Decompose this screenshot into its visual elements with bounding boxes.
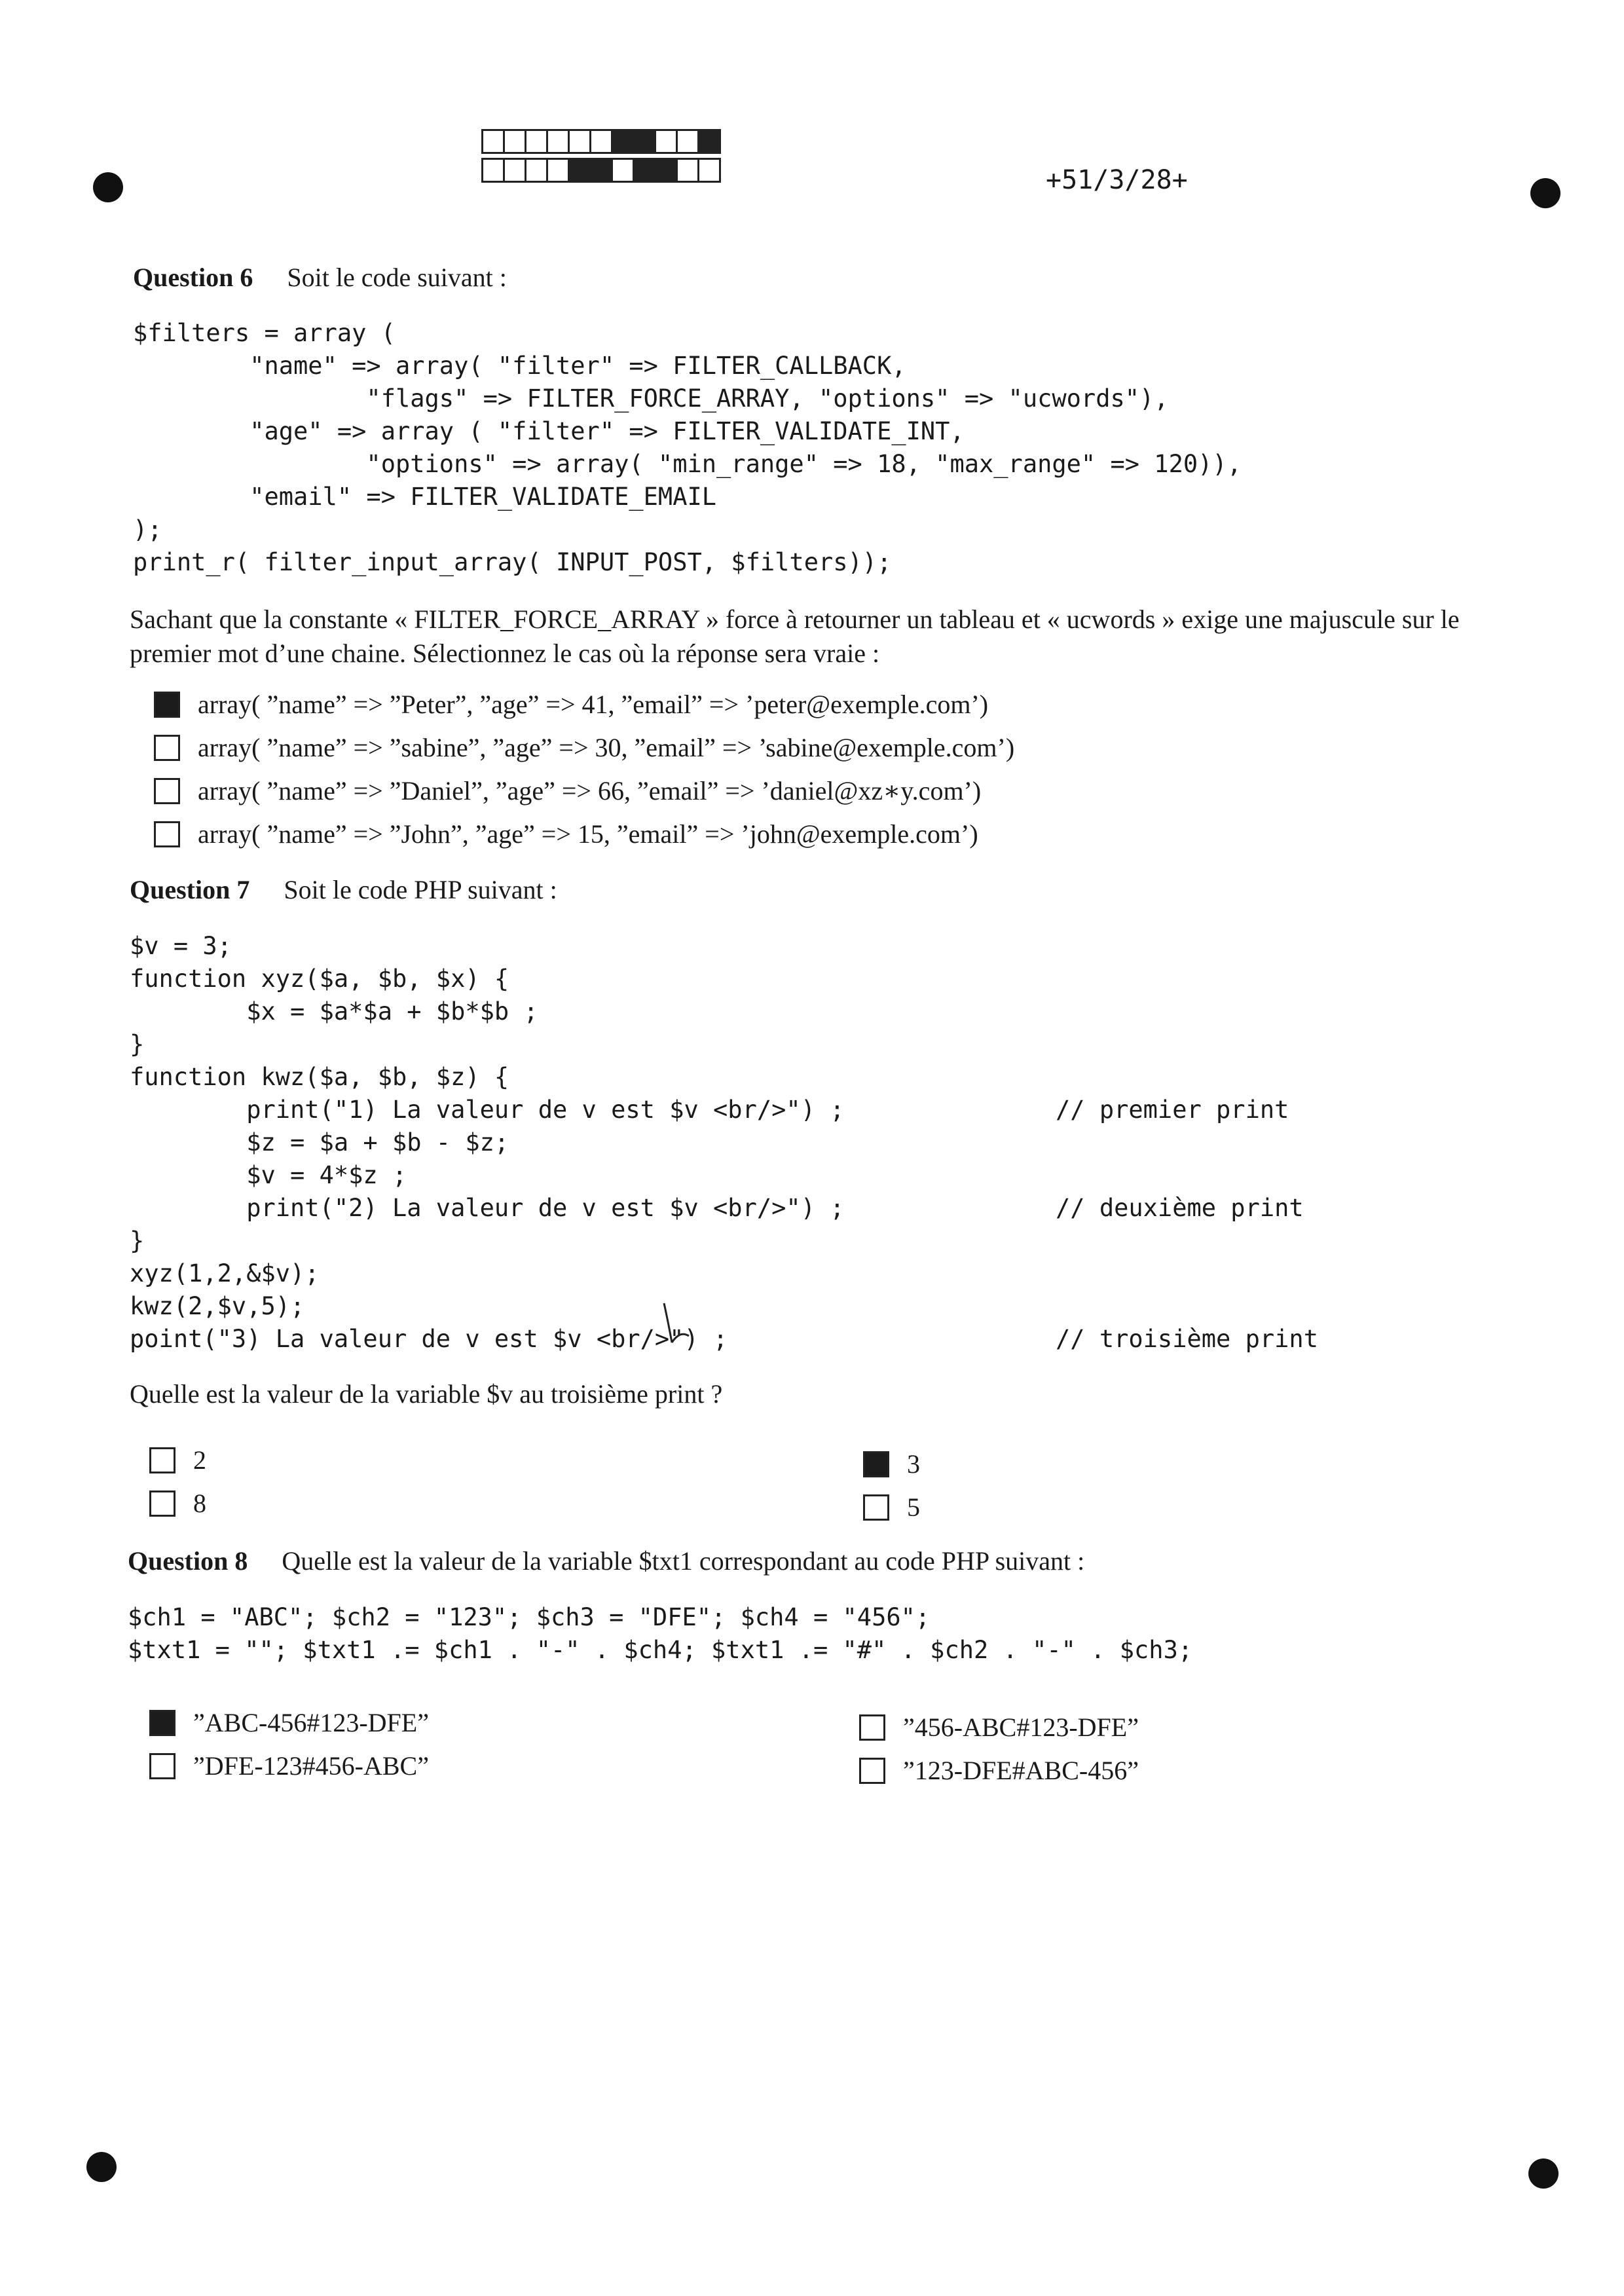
id-grid-cell: [481, 129, 505, 154]
code-comment: // troisième print: [1056, 1325, 1318, 1353]
id-grid-cell: [525, 158, 548, 183]
id-grid-cell: [481, 158, 505, 183]
id-grid-cell: [568, 129, 591, 154]
answer-choice[interactable]: [154, 689, 988, 720]
answer-checkbox[interactable]: [154, 692, 180, 718]
answer-label: ”456-ABC#123-DFE”: [903, 1713, 1139, 1742]
question-label: Question 8: [128, 1546, 248, 1576]
id-grid-cell: [546, 158, 570, 183]
id-grid-cell: [697, 129, 721, 154]
id-grid-cell: [589, 129, 613, 154]
id-grid-cell: [633, 129, 656, 154]
answer-choice[interactable]: [863, 1492, 920, 1523]
answer-checkbox[interactable]: [149, 1491, 175, 1517]
answer-checkbox[interactable]: [149, 1753, 175, 1779]
answer-checkbox[interactable]: [154, 735, 180, 761]
question-label: Question 7: [130, 875, 250, 904]
id-grid-cell: [589, 158, 613, 183]
code-comment: // deuxième print: [1056, 1194, 1304, 1222]
answer-choice[interactable]: [154, 732, 1014, 763]
page-number: +51/3/28+: [1046, 165, 1188, 195]
question-6-header: [133, 262, 507, 293]
id-grid-cell: [676, 129, 699, 154]
answer-checkbox[interactable]: [859, 1758, 885, 1784]
answer-label: 8: [193, 1489, 206, 1518]
id-grid-cell: [633, 158, 656, 183]
answer-choice[interactable]: [863, 1449, 920, 1479]
id-grid-cell: [654, 158, 678, 183]
question-label: Question 6: [133, 263, 253, 292]
answer-checkbox[interactable]: [154, 821, 180, 847]
answer-choice[interactable]: [149, 1445, 206, 1475]
answer-choice[interactable]: [149, 1750, 429, 1781]
id-grid-cell: [676, 158, 699, 183]
id-grid-cell: [611, 158, 635, 183]
id-grid-cell: [503, 129, 526, 154]
code-comment: // premier print: [1056, 1096, 1289, 1124]
code-block: $filters = array ( "name" => array( "filter" => FILTER_CALLBACK, "flags" => FILTER_FORCE_ARRAY, "options" => "ucwords"), "age" => array ( "filter" => FILTER_VALIDATE_INT, "options" => array( "min_range" => 18, "max_range" => 120)), "email" => FILTER_VALIDATE_EMAIL ); print_r( filter_input_array( INPUT_POST, $filters));: [133, 319, 1242, 576]
registration-mark: [86, 2152, 117, 2182]
registration-mark: [1528, 2158, 1559, 2189]
question-text: Soit le code PHP suivant :: [284, 875, 557, 904]
answer-checkbox[interactable]: [154, 778, 180, 804]
answer-checkbox[interactable]: [149, 1710, 175, 1736]
question-text: Quelle est la valeur de la variable $txt1 correspondant au code PHP suivant :: [282, 1546, 1085, 1576]
student-id-grid-row: [481, 158, 719, 183]
question-description: Sachant que la constante « FILTER_FORCE_ARRAY » force à retourner un tableau et « ucwords » exige une majuscule sur le premier mot d’une chaine. Sélectionnez le cas où la réponse sera vraie :: [130, 604, 1460, 668]
registration-mark: [93, 172, 123, 202]
id-grid-cell: [503, 158, 526, 183]
question-prompt: Quelle est la valeur de la variable $v au troisième print ?: [130, 1379, 723, 1409]
code-block: $ch1 = "ABC"; $ch2 = "123"; $ch3 = "DFE"; $ch4 = "456"; $txt1 = ""; $txt1 .= $ch1 . "-" . $ch4; $txt1 .= "#" . $ch2 . "-" . $ch3;: [128, 1603, 1193, 1664]
answer-label: ”123-DFE#ABC-456”: [903, 1756, 1139, 1785]
answer-choice[interactable]: [859, 1755, 1139, 1786]
answer-label: array( ”name” => ”sabine”, ”age” => 30, ”email” => ’sabine@exemple.com’): [198, 733, 1015, 762]
answer-label: array( ”name” => ”Daniel”, ”age” => 66, ”email” => ’daniel@xz∗y.com’): [198, 776, 982, 805]
pen-stroke-mark: [659, 1302, 692, 1348]
answer-choice[interactable]: [154, 775, 981, 806]
answer-checkbox[interactable]: [863, 1451, 889, 1477]
id-grid-cell: [654, 129, 678, 154]
answer-label: array( ”name” => ”Peter”, ”age” => 41, ”email” => ’peter@exemple.com’): [198, 690, 989, 719]
question-7-header: [130, 874, 557, 905]
answer-checkbox[interactable]: [863, 1494, 889, 1521]
question-8-header: [128, 1546, 1084, 1576]
id-grid-cell: [525, 129, 548, 154]
answer-checkbox[interactable]: [149, 1447, 175, 1473]
answer-label: ”DFE-123#456-ABC”: [193, 1751, 429, 1781]
answer-choice[interactable]: [149, 1488, 206, 1519]
answer-choice[interactable]: [154, 819, 978, 849]
answer-label: 2: [193, 1445, 206, 1475]
student-id-grid-row: [481, 129, 719, 154]
answer-choice[interactable]: [149, 1707, 429, 1738]
question-text: Soit le code suivant :: [287, 263, 507, 292]
id-grid-cell: [568, 158, 591, 183]
answer-checkbox[interactable]: [859, 1714, 885, 1741]
id-grid-cell: [697, 158, 721, 183]
answer-label: 3: [907, 1449, 920, 1479]
code-block: $v = 3; function xyz($a, $b, $x) { $x = $a*$a + $b*$b ; } function kwz($a, $b, $z) { print("1) La valeur de v est $v <br/>") ; $z = $a + $b - $z; $v = 4*$z ; print("2) La valeur de v est $v <br/>") ; } xyz(1,2,&$v); kwz(2,$v,5); point("3) La valeur de v est $v <br/>") ;: [130, 932, 845, 1353]
answer-label: ”ABC-456#123-DFE”: [193, 1708, 429, 1737]
answer-label: array( ”name” => ”John”, ”age” => 15, ”email” => ’john@exemple.com’): [198, 819, 978, 849]
registration-mark: [1530, 178, 1560, 208]
id-grid-cell: [546, 129, 570, 154]
id-grid-cell: [611, 129, 635, 154]
answer-label: 5: [907, 1492, 920, 1522]
answer-choice[interactable]: [859, 1712, 1139, 1743]
